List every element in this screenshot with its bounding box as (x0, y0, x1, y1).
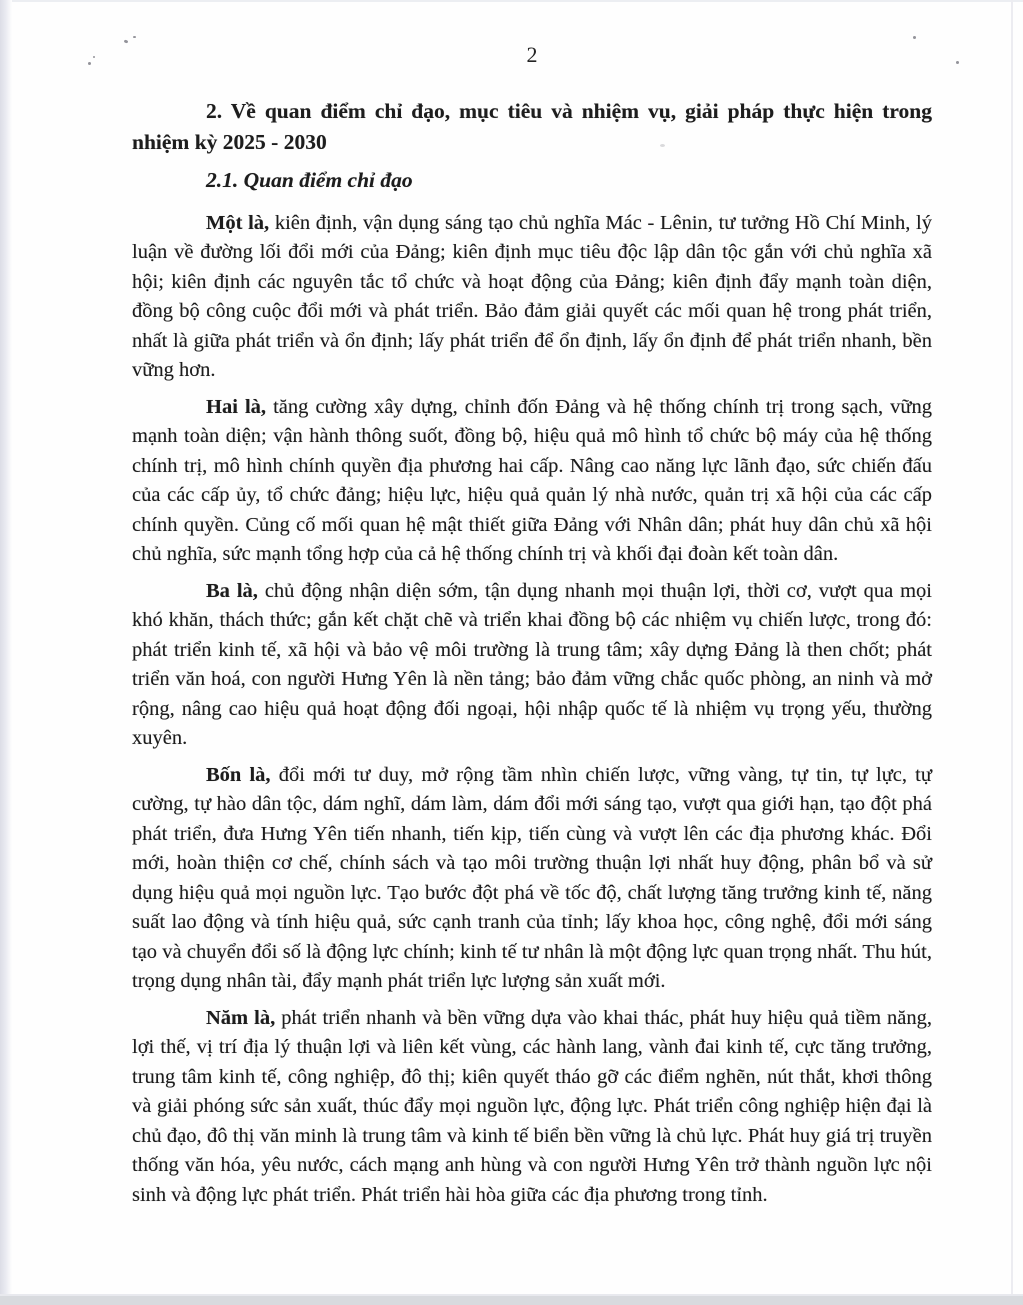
subsection-heading: 2.1. Quan điểm chỉ đạo (206, 168, 413, 192)
scan-speckle (133, 36, 136, 38)
paragraph-bon-la (132, 761, 932, 997)
scan-edge-top (0, 0, 1023, 2)
scan-speckle (124, 39, 129, 43)
scan-edge-left (0, 0, 12, 1305)
paragraph-ba-la (132, 577, 932, 754)
paragraph-text: tăng cường xây dựng, chỉnh đốn Đảng và hệ thống chính trị trong sạch, vững mạnh toàn diện; vận hành thông suốt, đồng bộ, hiệu quả mô hình tổ chức bộ máy của hệ thống chính trị, mô hình chính quyền địa phương hai cấp. Nâng cao năng lực lãnh đạo, sức chiến đấu của các cấp ủy, tổ chức đảng; hiệu lực, hiệu quả quản lý nhà nước, quản trị xã hội của các cấp chính quyền. Củng cố mối quan hệ mật thiết giữa Đảng với Nhân dân; phát huy dân chủ xã hội chủ nghĩa, sức mạnh tổng hợp của cả hệ thống chính trị và khối đại đoàn kết toàn dân. (132, 395, 932, 565)
paragraph-text: phát triển nhanh và bền vững dựa vào khai thác, phát huy hiệu quả tiềm năng, lợi thế, vị trí địa lý thuận lợi và liên kết vùng, các hành lang, vành đai kinh tế, cực tăng trưởng, trung tâm kinh tế, công nghiệp, đô thị; kiên quyết tháo gỡ các điểm nghẽn, nút thắt, khơi thông và giải phóng sức sản xuất, thúc đẩy mọi nguồn lực, động lực. Phát triển công nghiệp hiện đại là chủ đạo, đô thị văn minh là trung tâm và kinh tế biển bền vững là chủ lực. Phát huy giá trị truyền thống văn hóa, yêu nước, cách mạng anh hùng và con người Hưng Yên trở thành nguồn lực nội sinh và động lực phát triển. Phát triển hài hòa giữa các địa phương trong tỉnh. (132, 1006, 932, 1206)
paragraph-text: đổi mới tư duy, mở rộng tầm nhìn chiến lược, vững vàng, tự tin, tự lực, tự cường, tự hào dân tộc, dám nghĩ, dám làm, dám đổi mới sáng tạo, vượt qua giới hạn, tạo đột phá phát triển, đưa Hưng Yên tiến nhanh, tiến kịp, tiến cùng và vượt lên các địa phương khác. Đổi mới, hoàn thiện cơ chế, chính sách và tạo môi trường thuận lợi nhất huy động, phân bổ và sử dụng hiệu quả mọi nguồn lực. Tạo bước đột phá về tốc độ, chất lượng tăng trưởng kinh tế, năng suất lao động và tính hiệu quả, sức cạnh tranh của tỉnh; lấy khoa học, công nghệ, đổi mới sáng tạo và chuyển đổi số là động lực chính; kinh tế tư nhân là một động lực quan trọng nhất. Thu hút, trọng dụng nhân tài, đẩy mạnh phát triển lực lượng sản xuất mới. (132, 763, 932, 992)
paragraph-mot-la (132, 209, 932, 386)
scan-speckle (913, 36, 916, 39)
paragraph-lead: Một là, (206, 211, 270, 234)
document-body (132, 96, 932, 1217)
paragraph-lead: Năm là, (206, 1006, 276, 1029)
scan-edge-bottom (0, 1294, 1023, 1305)
paragraph-hai-la (132, 393, 932, 570)
scan-edge-right (1011, 0, 1013, 1305)
scan-speckle (956, 61, 959, 64)
page-number: 2 (526, 42, 538, 67)
paragraph-lead: Bốn là, (206, 763, 271, 786)
section-heading: 2. Về quan điểm chỉ đạo, mục tiêu và nhiệm vụ, giải pháp thực hiện trong nhiệm kỳ 2025 - 2030 (132, 99, 932, 154)
paragraph-lead: Ba là, (206, 579, 258, 602)
paragraph-nam-la (132, 1004, 932, 1211)
scan-speckle (93, 56, 95, 58)
paragraph-text: kiên định, vận dụng sáng tạo chủ nghĩa Mác - Lênin, tư tưởng Hồ Chí Minh, lý luận về đường lối đổi mới của Đảng; kiên định mục tiêu độc lập dân tộc gắn với chủ nghĩa xã hội; kiên định các nguyên tắc tổ chức và hoạt động của Đảng; kiên định đẩy mạnh toàn diện, đồng bộ công cuộc đổi mới và phát triển. Bảo đảm giải quyết các mối quan hệ trong phát triển, nhất là giữa phát triển và ổn định; lấy phát triển để ổn định, lấy ổn định để phát triển nhanh, bền vững hơn. (132, 211, 933, 381)
scan-speckle (88, 62, 91, 65)
paragraph-lead: Hai là, (206, 395, 267, 418)
paragraph-text: chủ động nhận diện sớm, tận dụng nhanh mọi thuận lợi, thời cơ, vượt qua mọi khó khăn, thách thức; gắn kết chặt chẽ và triển khai đồng bộ các nhiệm vụ chiến lược, trong đó: phát triển kinh tế, xã hội và bảo vệ môi trường là trung tâm; xây dựng Đảng là then chốt; phát triển văn hoá, con người Hưng Yên là nền tảng; bảo đảm vững chắc quốc phòng, an ninh và mở rộng, nâng cao hiệu quả hoạt động đối ngoại, hội nhập quốc tế là nhiệm vụ trọng yếu, thường xuyên. (132, 579, 932, 749)
